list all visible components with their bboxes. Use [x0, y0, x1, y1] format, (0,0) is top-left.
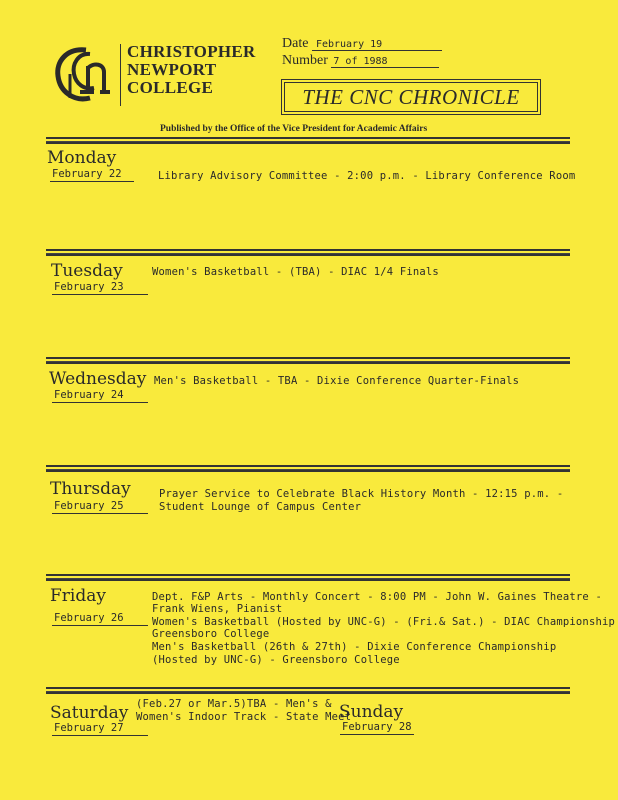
event-friday-2: Frank Wiens, Pianist: [152, 603, 283, 615]
published-by: Published by the Office of the Vice President for Academic Affairs: [160, 124, 428, 134]
college-line-3: COLLEGE: [127, 78, 214, 97]
section-rule: [46, 137, 570, 144]
event-friday-4: Greensboro College: [152, 628, 270, 640]
section-rule: [46, 249, 570, 256]
event-thursday-2: Student Lounge of Campus Center: [159, 501, 362, 513]
event-friday-5: Men's Basketball (26th & 27th) - Dixie Conference Championship: [152, 641, 557, 653]
day-date-tuesday: February 23: [52, 281, 148, 295]
event-monday-1: Library Advisory Committee - 2:00 p.m. - Library Conference Room: [158, 170, 576, 182]
event-friday-1: Dept. F&P Arts - Monthly Concert - 8:00 PM - John W. Gaines Theatre -: [152, 591, 602, 603]
date-field: [282, 36, 442, 52]
section-rule: [46, 465, 570, 472]
event-saturday-1: (Feb.27 or Mar.5)TBA - Men's &: [136, 698, 332, 710]
day-name-sunday: Sunday: [339, 702, 404, 722]
day-name-saturday: Saturday: [50, 703, 129, 723]
section-rule: [46, 687, 570, 694]
date-value: February 19: [312, 39, 442, 51]
college-line-2: NEWPORT: [127, 60, 217, 79]
section-rule: [46, 357, 570, 364]
event-wednesday-1: Men's Basketball - TBA - Dixie Conference Quarter-Finals: [154, 375, 520, 387]
number-label: Number: [282, 53, 328, 68]
day-name-thursday: Thursday: [50, 479, 131, 499]
newsletter-title: THE CNC CHRONICLE: [284, 82, 538, 112]
section-rule: [46, 574, 570, 581]
day-name-wednesday: Wednesday: [49, 369, 147, 389]
day-date-wednesday: February 24: [52, 389, 148, 403]
day-date-friday: February 26: [52, 612, 148, 626]
event-thursday-1: Prayer Service to Celebrate Black History Month - 12:15 p.m. -: [159, 488, 564, 500]
day-date-saturday: February 27: [52, 722, 148, 736]
day-date-thursday: February 25: [52, 500, 148, 514]
event-friday-6: (Hosted by UNC-G) - Greensboro College: [152, 654, 400, 666]
date-label: Date: [282, 36, 309, 51]
college-name-block: [120, 44, 256, 106]
number-field: [282, 53, 439, 69]
day-date-sunday: February 28: [340, 721, 414, 735]
day-name-friday: Friday: [50, 586, 106, 606]
event-tuesday-1: Women's Basketball - (TBA) - DIAC 1/4 Finals: [152, 266, 439, 278]
college-line-1: CHRISTOPHER: [127, 42, 256, 61]
logo: [50, 44, 118, 106]
day-date-monday: February 22: [50, 168, 134, 182]
number-value: 7 of 1988: [331, 56, 439, 68]
college-logo-mark: [50, 44, 118, 106]
day-name-tuesday: Tuesday: [51, 261, 123, 281]
event-saturday-2: Women's Indoor Track - State Meet: [136, 711, 352, 723]
event-friday-3: Women's Basketball (Hosted by UNC-G) - (Fri.& Sat.) - DIAC Championship: [152, 616, 616, 628]
day-name-monday: Monday: [47, 148, 117, 168]
